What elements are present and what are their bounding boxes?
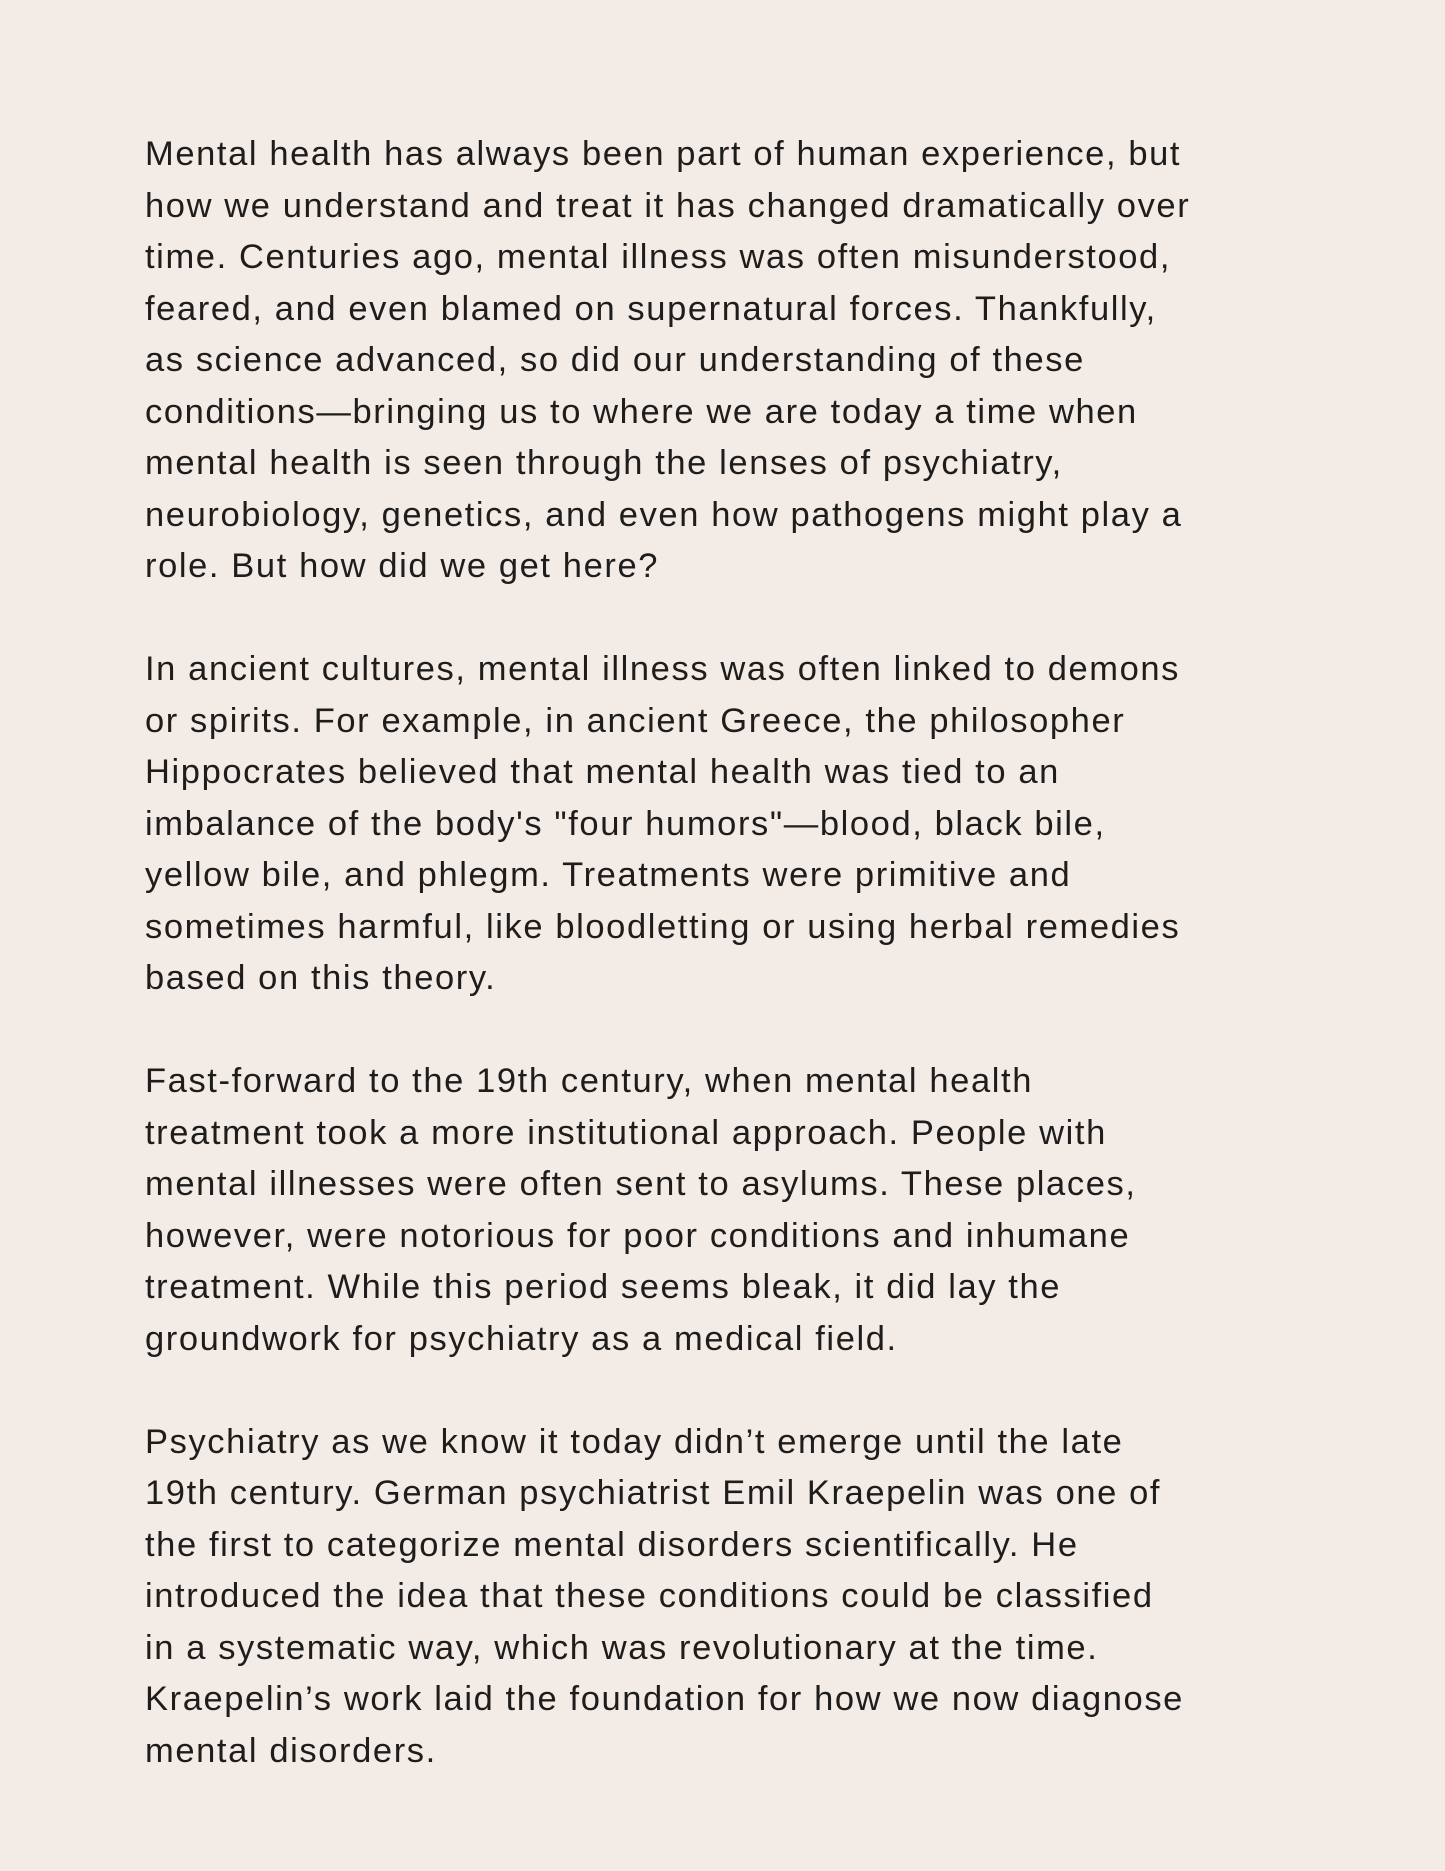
text-line: yellow bile, and phlegm. Treatments were primitive and (145, 856, 1072, 894)
text-line: mental disorders. (145, 1731, 437, 1770)
text-line: in a systematic way, which was revolutionary at the time. (145, 1628, 1099, 1667)
text-line: feared, and even blamed on supernatural forces. Thankfully, (145, 289, 1157, 328)
paragraph-2 (145, 644, 1300, 1005)
paragraph-4 (145, 1417, 1300, 1778)
text-line: role. But how did we get here? (145, 547, 660, 585)
paragraph-1 (145, 129, 1300, 593)
paragraph-3 (145, 1056, 1300, 1365)
text-line: Hippocrates believed that mental health was tied to an (145, 753, 1060, 791)
text-line: time. Centuries ago, mental illness was often misunderstood, (145, 238, 1172, 276)
text-line: or spirits. For example, in ancient Greece, the philosopher (145, 701, 1126, 740)
text-line: however, were notorious for poor conditions and inhumane (145, 1216, 1131, 1255)
text-line: In ancient cultures, mental illness was often linked to demons (145, 650, 1181, 688)
text-line: the first to categorize mental disorders scientifically. He (145, 1525, 1079, 1564)
text-line: mental illnesses were often sent to asylums. These places, (145, 1165, 1137, 1203)
text-line: Kraepelin’s work laid the foundation for how we now diagnose (145, 1680, 1184, 1718)
text-line: based on this theory. (145, 959, 497, 997)
text-line: mental health is seen through the lenses of psychiatry, (145, 444, 1063, 482)
text-line: how we understand and treat it has changed dramatically over (145, 186, 1191, 225)
text-line: 19th century. German psychiatrist Emil Kraepelin was one of (145, 1474, 1162, 1512)
text-line: treatment. While this period seems bleak, it did lay the (145, 1268, 1062, 1306)
text-line: conditions—bringing us to where we are today a time when (145, 392, 1138, 431)
text-line: groundwork for psychiatry as a medical field. (145, 1319, 898, 1358)
text-line: Psychiatry as we know it today didn’t emerge until the late (145, 1422, 1124, 1461)
text-line: neurobiology, genetics, and even how pathogens might play a (145, 495, 1183, 534)
text-line: imbalance of the body's "four humors"—blood, black bile, (145, 804, 1106, 843)
text-line: treatment took a more institutional approach. People with (145, 1113, 1107, 1152)
text-line: Fast-forward to the 19th century, when mental health (145, 1062, 1033, 1100)
text-line: as science advanced, so did our understanding of these (145, 341, 1085, 379)
text-line: Mental health has always been part of human experience, but (145, 135, 1182, 173)
text-line: introduced the idea that these conditions could be classified (145, 1577, 1154, 1615)
text-line: sometimes harmful, like bloodletting or using herbal remedies (145, 907, 1181, 946)
